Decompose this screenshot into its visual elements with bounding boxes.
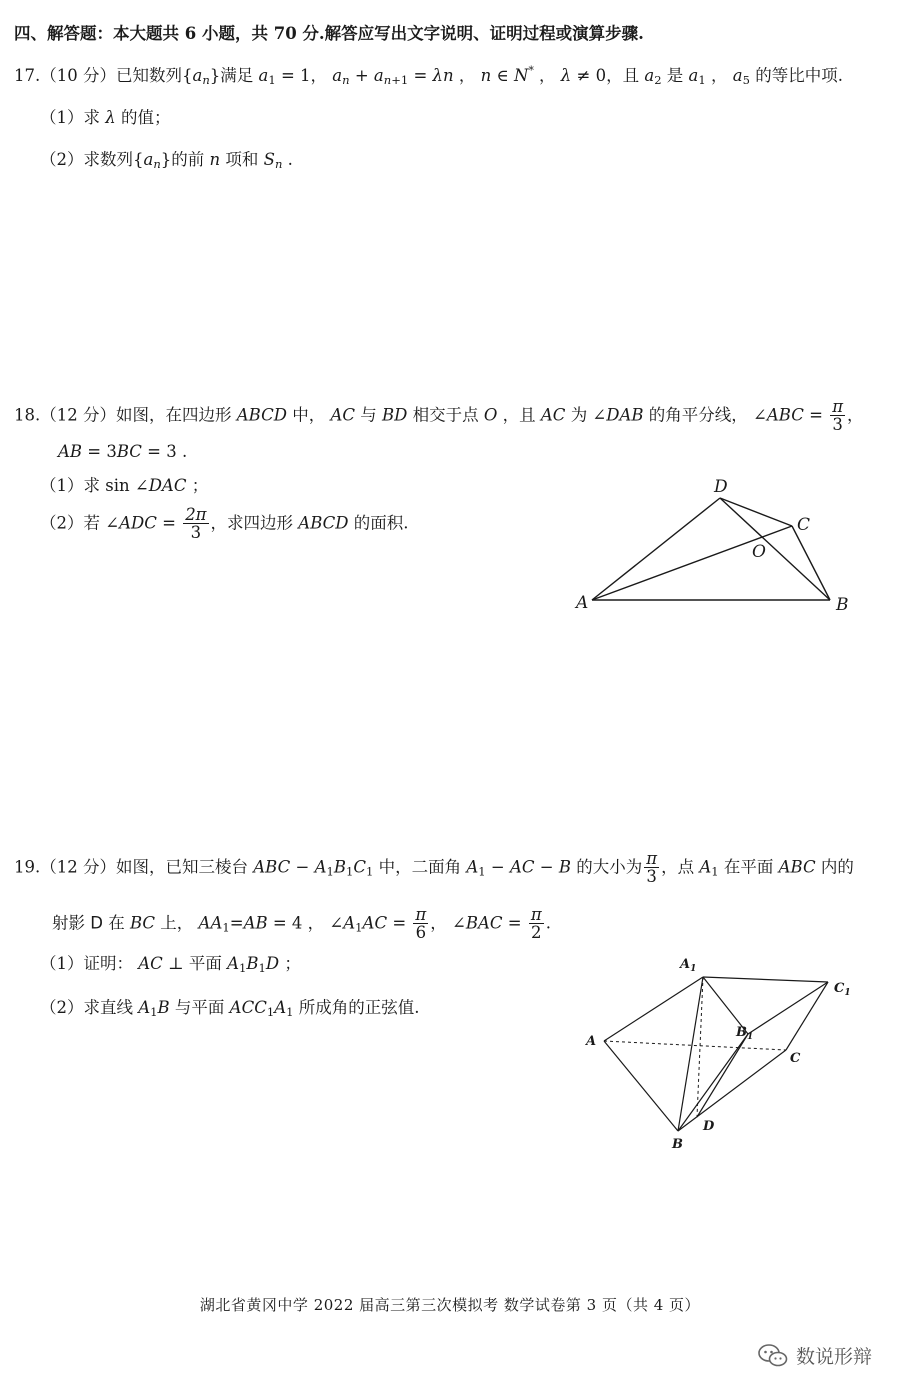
q19-stem-cont: 射影 D 在 BC 上， $AA_1=AB = 4$ ， $\angle A_1AC$ = $\frac{\pi}{6}$ ， ∠BAC = $\frac{\pi}{2}$ . — [52, 905, 551, 943]
segment-DC — [720, 498, 792, 526]
label-B: B — [672, 1137, 683, 1152]
edge-AB — [604, 1041, 678, 1131]
q17-part1: （1）求 λ 的值； — [40, 108, 171, 127]
edge-A1C1 — [703, 977, 828, 982]
figure-19-frustum — [570, 950, 870, 1155]
edge-B1C1 — [748, 982, 828, 1034]
watermark-text: 数说形辩 — [795, 1346, 872, 1368]
q19-stem: 19.（12 分）如图，已知三棱台 ABC − $A_1B_1C_1$ 中，二面角 $A_1$ − AC − B 的大小为 $\frac{\pi}{3}$ ，点 $A_1$ 在平面 ABC 内的 — [14, 849, 854, 887]
label-A: A — [586, 1034, 597, 1049]
segment-A1B — [678, 977, 703, 1131]
label-B: B — [836, 595, 849, 615]
label-B1: $B_1$ — [736, 1025, 754, 1042]
page-footer: 湖北省黄冈中学 2022 届高三第三次模拟考 数学试卷第 3 页（共 4 页） — [199, 1296, 701, 1314]
label-C: C — [790, 1051, 801, 1066]
q18-part2: （2）若 ∠ADC = $\frac{2\pi}{3}$ ，求四边形 ABCD 的面积. — [40, 505, 409, 543]
q19-part1: （1）证明： AC ⊥ 平面 $A_1B_1D$ ； — [40, 954, 301, 975]
label-A: A — [576, 593, 589, 613]
label-O: O — [752, 542, 766, 562]
q17-part2: （2）求数列$\{a_n\}$的前 n 项和 $S_n$ . — [40, 150, 293, 171]
label-C1: $C_1$ — [834, 981, 851, 998]
segment-CB — [792, 526, 830, 600]
edge-C1C — [786, 982, 828, 1050]
edge-AC-hidden — [604, 1041, 786, 1050]
segment-B1D — [697, 1034, 748, 1117]
label-C: C — [797, 515, 811, 535]
figure-18-quadrilateral — [560, 470, 860, 620]
label-A1: $A_1$ — [680, 957, 697, 974]
edge-BC — [678, 1050, 786, 1131]
edge-B1B — [678, 1034, 748, 1131]
segment-AD — [592, 498, 720, 600]
segment-DB — [720, 498, 830, 600]
label-D: D — [703, 1119, 715, 1134]
edge-AA1 — [604, 977, 703, 1041]
wechat-icon — [758, 1343, 788, 1369]
q19-part2: （2）求直线 $A_1B$ 与平面 $ACC_1A_1$ 所成角的正弦值. — [40, 998, 420, 1019]
section-title: 四、解答题：本大题共 6 小题，共 70 分.解答应写出文字说明、证明过程或演算步骤. — [14, 24, 644, 43]
watermark — [758, 1342, 872, 1369]
q17-stem: 17.（10 分）已知数列$\{a_n\}$满足 $a_1 = 1$， $a_n + a_{n+1} = \lambda n$ ， n ∈ N* ， λ ≠ 0，且 $a_2$ 是 $a_1$ ， $a_5$ 的等比中项. — [14, 64, 843, 87]
q18-stem: 18.（12 分）如图，在四边形 ABCD 中， AC 与 BD 相交于点 O ，且 AC 为 ∠DAB 的角平分线， ∠ABC = $\frac{\pi}{3}$ ， — [14, 397, 864, 435]
label-D: D — [714, 477, 728, 497]
q18-stem-cont: AB = 3BC = 3 . — [58, 442, 188, 461]
q18-part1: （1）求 sin ∠DAC ； — [40, 476, 209, 495]
